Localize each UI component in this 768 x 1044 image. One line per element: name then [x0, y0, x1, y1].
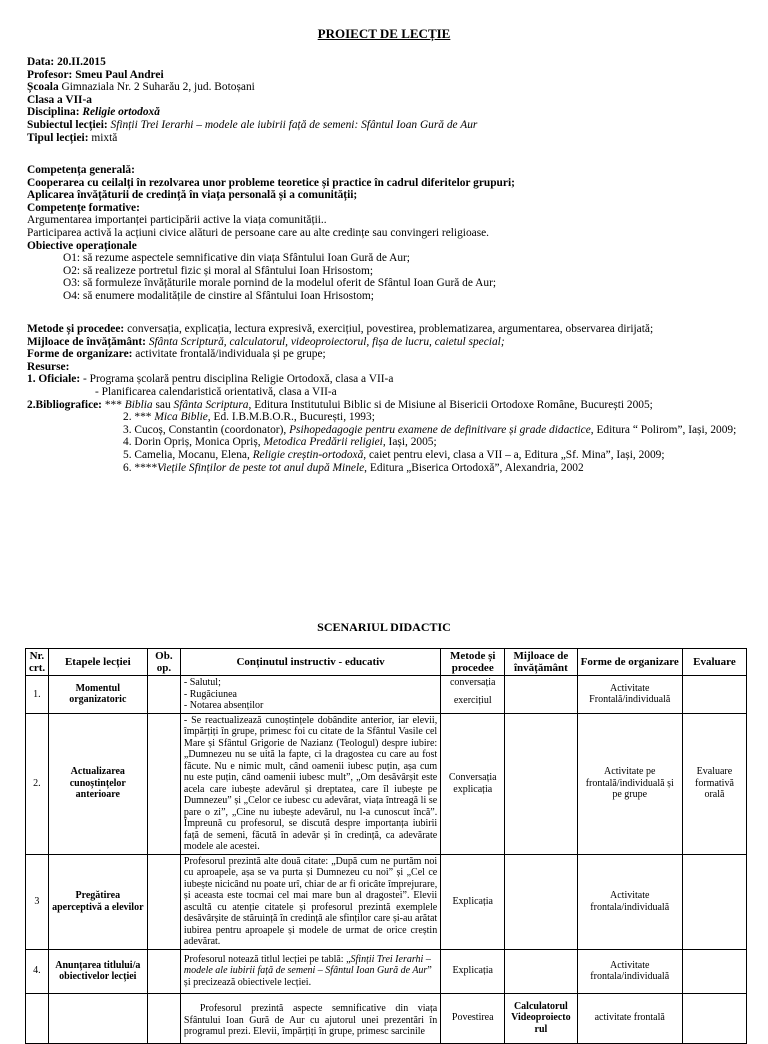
methods-section [27, 323, 752, 474]
row-ob [147, 676, 180, 714]
organization-line: Forme de organizare: activitate frontală/individuala și pe grupe; [27, 348, 326, 361]
subject-line: Subiectul lecției: Sfinții Trei Ierarhi – modele ale iubirii față de semeni: Sfântul Ioan Gură de Aur [27, 118, 478, 131]
class-line: Clasa a VII-a [27, 93, 92, 106]
table-row [26, 949, 747, 993]
row-materials [505, 949, 577, 993]
general-competence-label: Competența generală: [27, 164, 135, 176]
biblio-line-6: 6. ****Viețile Sfinților de peste tot anul după Minele, Editura „Biserica Ortodoxă”, Alexandria, 2002 [123, 461, 584, 474]
table-row [26, 713, 747, 854]
row-stage: Anunțarea titlului/a obiectivelor lecției [48, 949, 147, 993]
row-content: - Salutul; - Rugăciunea - Notarea absenților [180, 676, 440, 714]
header-info [27, 56, 752, 144]
scenario-table [25, 648, 747, 1044]
row-evaluation: Evaluare formativă orală [682, 713, 746, 854]
row-materials: Calculatorul Videoproiecto rul [505, 993, 577, 1043]
row-materials [505, 854, 577, 949]
discipline-line: Disciplina: Religie ortodoxă [27, 106, 160, 119]
row-ob [147, 713, 180, 854]
row-stage: Momentul organizatoric [48, 676, 147, 714]
objective-o3: O3: să formuleze învățăturile morale pornind de la modelul oferit de Sfântul Ioan Gură de Aur; [63, 277, 497, 290]
objective-o2: O2: să realizeze portretul fizic și moral al Sfântului Ioan Hrisostom; [63, 264, 373, 277]
row-content: - Se reactualizează cunoștințele dobândite anterior, iar elevii, împărțiți în grupe, primesc foi cu citate de la Sfântul Vasile cel Mare și Sfântul Grigorie de Nazianz (Teologul) despre iubire: „Dumnezeu nu se uită la fapte, ci la dragostea cu care au fost făcute. Nu e nimic mult, când oamenii iubesc puțin, așa cum nu este puțin, când oamenii iubesc mult”, „Om desăvârșit este acela care iubește adevărul și dreptatea, care îl iubește pe Dumnezeu” și „Celor ce iubesc cu adevărat, viața întreagă li se pare o zi”, „Cine nu iubește adevărul, nu l-a cunoscut încă”. Împreună cu profesorul, se discută despre importanța iubirii față de semeni, făcută în adevăr și în credință, ca adevărate modele ale acestei. [180, 713, 440, 854]
competences-section [27, 164, 752, 303]
row-evaluation [682, 949, 746, 993]
row-ob [147, 949, 180, 993]
header-nr: Nr. crt. [26, 649, 49, 676]
official-line-1: 1. Oficiale: - Programa școlară pentru disciplina Religie Ortodoxă, clasa a VII-a [27, 373, 394, 386]
row-methods: Explicația [441, 854, 505, 949]
header-metode: Metode și procedee [441, 649, 505, 676]
row-methods: Explicația [441, 949, 505, 993]
formative-competence-1: Argumentarea importanței participării active la viața comunității.. [27, 214, 327, 227]
document-title: PROIECT DE LECȚIE [317, 26, 451, 41]
row-evaluation [682, 676, 746, 714]
row-ob [147, 993, 180, 1043]
row-forms: Activitate pe frontală/individuală și pe grupe [577, 713, 682, 854]
row-stage: Pregătirea aperceptivă a elevilor [48, 854, 147, 949]
row-stage: Actualizarea cunoștințelor anterioare [48, 713, 147, 854]
date-line: Data: 20.II.2015 [27, 56, 106, 68]
objective-o4: O4: să enumere modalitățile de cinstire al Sfântului Ioan Hrisostom; [63, 289, 374, 302]
row-materials [505, 676, 577, 714]
official-line-2: - Planificarea calendaristică orientativă, clasa a VII-a [95, 385, 337, 398]
row-forms: Activitate Frontală/individuală [577, 676, 682, 714]
row-nr: 2. [26, 713, 49, 854]
row-evaluation [682, 993, 746, 1043]
general-competence-2: Aplicarea învățăturii de credință în viața personală și a comunității; [27, 189, 358, 202]
row-forms: Activitate frontala/individuală [577, 854, 682, 949]
formative-competence-label: Competențe formative: [27, 201, 140, 214]
header-etape: Etapele lecției [48, 649, 147, 676]
row-stage [48, 993, 147, 1043]
objective-o1: O1: să rezume aspectele semnificative din viața Sfântului Ioan Gură de Aur; [63, 252, 410, 265]
row-nr [26, 993, 49, 1043]
header-ob: Ob. op. [147, 649, 180, 676]
row-content: Profesorul prezintă aspecte semnificative din viața Sfântului Ioan Gură de Aur cu ajutorul unei prezentări în programul prezi. Elevii, împărțiți în grupe, primesc sarcinile [180, 993, 440, 1043]
header-mijloace: Mijloace de învățământ [505, 649, 577, 676]
general-competence-1: Cooperarea cu ceilalți în rezolvarea unor probleme teoretice și practice în cadrul diferitelor grupuri; [27, 176, 515, 189]
header-forme: Forme de organizare [577, 649, 682, 676]
row-content: Profesorul prezintă alte două citate: „După cum ne purtăm noi cu aproapele, așa se va purta și Dumnezeu cu noi” și „Cel ce iubește nicicând nu poate urî, chiar de ar fi oricâte împrejurare, și aceasta este tocmai cel mai mare bun al dragostei”. Elevii ascultă cu atenție citatele și profesorul prezintă exemplele desăvârșite de stăruință în credință ale sfinților care și-au arătat iubirea pentru aproapele și modele de urmat de orice creștin adevărat. [180, 854, 440, 949]
resources-label: Resurse: [27, 360, 70, 373]
row-forms: Activitate frontala/individuală [577, 949, 682, 993]
school-line: Școala Gimnaziala Nr. 2 Suharău 2, jud. Botoșani [27, 81, 255, 94]
biblio-line-5: 5. Camelia, Mocanu, Elena, Religie creștin-ortodoxă, caiet pentru elevi, clasa a VII – a, Editura „Sf. Mina”, Iași, 2009; [123, 448, 665, 461]
row-forms: activitate frontală [577, 993, 682, 1043]
scenario-title: SCENARIUL DIDACTIC [317, 620, 451, 634]
row-methods: Povestirea [441, 993, 505, 1043]
header-continut: Conținutul instructiv - educativ [180, 649, 440, 676]
lesson-type-line: Tipul lecției: mixtă [27, 131, 118, 144]
formative-competence-2: Participarea activă la acțiuni civice alături de persoane care au alte credințe sau convingeri religioase. [27, 226, 490, 239]
biblio-line-3: 3. Cucoș, Constantin (coordonator), Psihopedagogie pentru examene de definitivare și grade didactice, Editura “ Polirom”, Iași, 2009; [123, 423, 737, 436]
objectives-label: Obiective operaționale [27, 239, 137, 252]
row-nr: 4. [26, 949, 49, 993]
row-nr: 3 [26, 854, 49, 949]
row-nr: 1. [26, 676, 49, 714]
materials-line: Mijloace de învățământ: Sfânta Scriptură, calculatorul, videoproiectorul, fișa de lucru, caietul special; [27, 335, 505, 348]
row-ob [147, 854, 180, 949]
teacher-line: Profesor: Smeu Paul Andrei [27, 68, 164, 81]
biblio-line-4: 4. Dorin Opriș, Monica Opriș, Metodica Predării religiei, Iași, 2005; [123, 436, 437, 449]
row-methods: Conversația explicația [441, 713, 505, 854]
row-content: Profesorul notează titlul lecției pe tablă: „Sfinții Trei Ierarhi – modele ale iubirii față de semeni – Sfântul Ioan Gură de Aur” și precizează obiectivele lecției. [180, 949, 440, 993]
table-row [26, 676, 747, 714]
row-methods: conversația exercițiul [441, 676, 505, 714]
table-row [26, 993, 747, 1043]
row-evaluation [682, 854, 746, 949]
biblio-line-1: 2.Bibliografice: *** Biblia sau Sfânta Scriptura, Editura Institutului Biblic si de Misiune al Bisericii Ortodoxe Române, București 2005; [27, 398, 653, 411]
methods-line: Metode și procedee: conversația, explicația, lectura expresivă, exercițiul, povestirea, problematizarea, argumentarea, observarea dirijată; [27, 323, 654, 335]
table-header-row [26, 649, 747, 676]
table-row [26, 854, 747, 949]
header-evaluare: Evaluare [682, 649, 746, 676]
biblio-line-2: 2. *** Mica Biblie, Ed. I.B.M.B.O.R., București, 1993; [123, 411, 375, 424]
row-materials [505, 713, 577, 854]
